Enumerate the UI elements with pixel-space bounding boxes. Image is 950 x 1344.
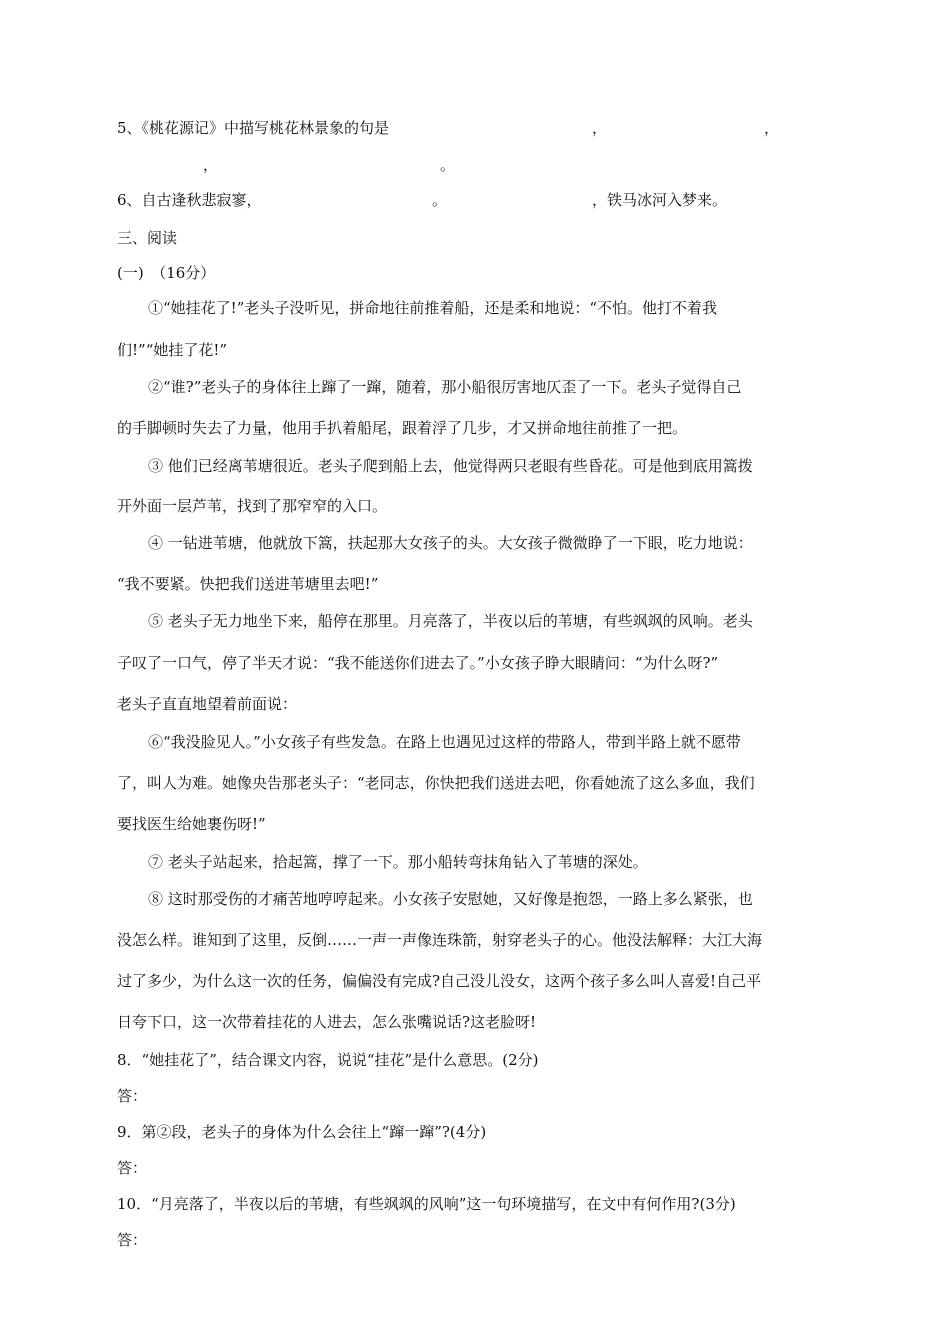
question-10: 10．“月亮落了，半夜以后的苇塘，有些飒飒的风响”这一句环境描写，在文中有何作用?(3分) — [117, 1195, 736, 1213]
question-6-end: ，铁马冰河入梦来。 — [592, 191, 728, 209]
paragraph-5-first: ⑤ 老头子无力地坐下来，船停在那里。月亮落了，半夜以后的苇塘，有些飒飒的风响。老头 — [148, 612, 753, 630]
paragraph-1-rest: 们!”“她挂了花!” — [117, 341, 228, 359]
paragraph-8-first: ⑧ 这时那受伤的才痛苦地哼哼起来。小女孩子安慰她，又好像是抱怨，一路上多么紧张，也 — [148, 890, 753, 908]
paragraph-2-first: ②“谁?”老头子的身体往上蹿了一蹿，随着，那小船很厉害地仄歪了一下。老头子觉得自己 — [148, 378, 742, 396]
paragraph-5-line-2: 子叹了一口气，停了半天才说：“我不能送你们进去了。”小女孩子睁大眼睛问：“为什么呀?” — [117, 654, 719, 672]
question-5-comma-2: ， — [764, 119, 780, 137]
answer-label-9: 答： — [117, 1159, 148, 1177]
paragraph-3-first: ③ 他们已经离苇塘很近。老头子爬到船上去，他觉得两只老眼有些昏花。可是他到底用篙拨 — [148, 457, 753, 475]
answer-label-10: 答： — [117, 1231, 148, 1249]
question-5-end: 。 — [440, 156, 456, 174]
paragraph-8-line-2: 没怎么样。谁知到了这里，反倒……一声一声像连珠箭，射穿老头子的心。他没法解释：大江大海 — [117, 931, 763, 949]
question-8: 8．“她挂花了”，结合课文内容，说说“挂花”是什么意思。(2分) — [117, 1051, 539, 1069]
question-6-mid: 。 — [432, 191, 448, 209]
paragraph-8-line-4: 日夸下口，这一次带着挂花的人进去，怎么张嘴说话?这老脸呀! — [117, 1013, 537, 1031]
answer-label-8: 答： — [117, 1087, 148, 1105]
paragraph-6-first: ⑥“我没脸见人。”小女孩子有些发急。在路上也遇见过这样的带路人，带到半路上就不愿带 — [148, 733, 741, 751]
paragraph-1-first: ①“她挂花了!”老头子没听见，拼命地往前推着船，还是柔和地说：“不怕。他打不着我 — [148, 299, 718, 317]
question-5-comma-3: ， — [203, 156, 219, 174]
paragraph-6-line-2: 了，叫人为难。她像央告那老头子：“老同志，你快把我们送进去吧，你看她流了这么多血，我们 — [117, 774, 755, 792]
paragraph-4-first: ④ 一钻进苇塘，他就放下篙，扶起那大女孩子的头。大女孩子微微睁了一下眼，吃力地说： — [148, 534, 753, 552]
paragraph-5-line-3: 老头子直直地望着前面说： — [117, 695, 298, 713]
question-5-comma-1: ， — [592, 119, 608, 137]
paragraph-3-rest: 开外面一层芦苇，找到了那窄窄的入口。 — [117, 497, 388, 515]
question-5-prefix: 5、《桃花源记》中描写桃花林景象的句是 — [117, 119, 390, 137]
question-6-prefix: 6、自古逢秋悲寂寥， — [117, 191, 262, 209]
paragraph-7-first: ⑦ 老头子站起来，拾起篙，撑了一下。那小船转弯抹角钻入了苇塘的深处。 — [148, 853, 648, 871]
paragraph-2-rest: 的手脚顿时失去了力量，他用手扒着船尾，跟着浮了几步，才又拼命地往前推了一把。 — [117, 419, 688, 437]
section-title: 三、阅读 — [117, 229, 178, 247]
paragraph-8-line-3: 过了多少，为什么这一次的任务，偏偏没有完成?自己没儿没女，这两个孩子多么叫人喜爱!自己平 — [117, 972, 762, 990]
question-9: 9．第②段，老头子的身体为什么会往上“蹿一蹿”?(4分) — [117, 1123, 487, 1141]
paragraph-4-rest: “我不要紧。快把我们送进苇塘里去吧!” — [117, 575, 379, 593]
question-5-line — [117, 118, 389, 138]
section-part: (一) （16分） — [117, 264, 216, 282]
paragraph-6-line-3: 要找医生给她裹伤呀!” — [117, 815, 266, 833]
question-6-line — [117, 190, 262, 210]
